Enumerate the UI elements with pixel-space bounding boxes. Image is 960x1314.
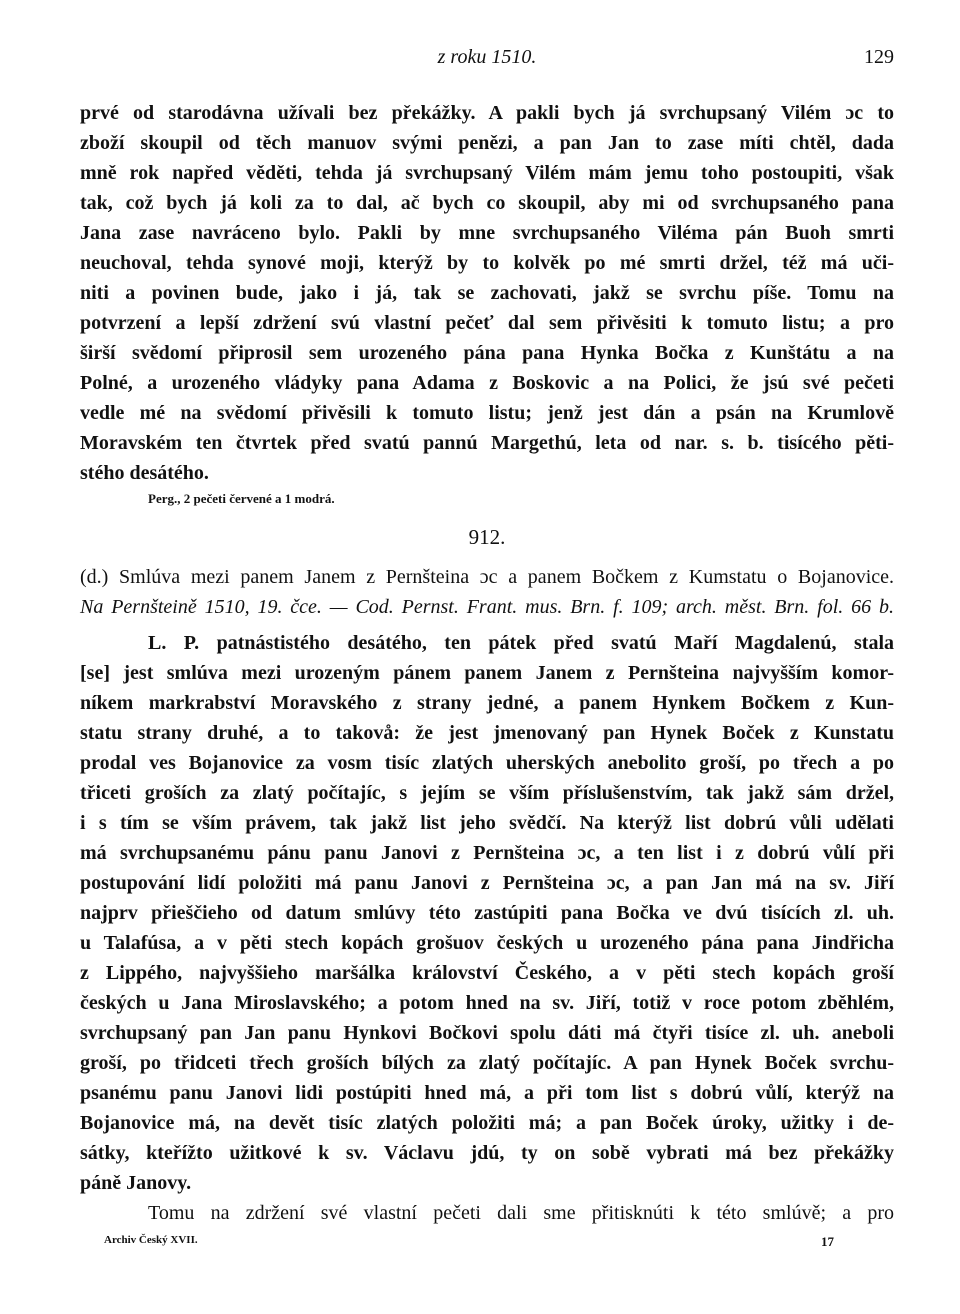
text-line: svrchupsaný pan Jan panu Hynkovi Bočkovi spolu dáti má čtyři tisíce zl. uh. aneboli — [80, 1022, 894, 1044]
text-line: [se] jest smlúva mezi urozeným pánem panem Janem z Pernšteina najvyšším komor- — [80, 662, 894, 684]
text-line: potvrzení a lepší zdržení svú vlastní pečeť dal sem přivěsiti k tomuto listu; a pro — [80, 312, 894, 334]
text-line: statu strany druhé, a to takovå: že jest jmenovaný pan Hynek Boček z Kunstatu — [80, 722, 894, 744]
text-line: má svrchupsanému pánu panu Janovi z Pernšteina ɔc, a ten list i z dobrú vůlí při — [80, 842, 894, 864]
running-title: z roku 1510. — [437, 46, 537, 68]
text-line: u Talafúsa, a v pěti stech kopách grošuov českých u urozeného pána pana Jindřicha — [80, 932, 894, 954]
text-line: třiceti groších za zlatý počítajíc, s jejím se vším příslušenstvím, tak jakž sám držel, — [80, 782, 894, 804]
sheet-number: 17 — [821, 1234, 834, 1249]
text-line: Moravském ten čtvrtek před svatú pannú Margethú, leta od nar. s. b. tisícého pěti- — [80, 432, 894, 454]
text-line: tak, což bych já koli za to dal, ač bych co skoupil, aby mi od svrchupsaného pana — [80, 192, 894, 214]
signature-mark: Archiv Český XVII. — [104, 1234, 198, 1246]
page-number: 129 — [864, 46, 894, 68]
text-line: vedle mé na svědomí přivěsili k tomuto listu; jenž jest dán a psán na Krumlově — [80, 402, 894, 424]
text-line: niti a povinen bude, jako i já, tak se zachovati, jakž se svrchu píše. Tomu na — [80, 282, 894, 304]
text-line: postupování lidí položiti má panu Janovi z Pernšteina ɔc, a pan Jan má na sv. Jiří — [80, 872, 894, 894]
text-line: z Lippého, najvyššieho maršálka království Českého, a v pěti stech kopách groší — [80, 962, 894, 984]
text-line: stého desátého. — [80, 462, 209, 484]
text-line: Polné, a urozeného vládyky pana Adama z Boskovic a na Polici, že jsú své pečeti — [80, 372, 894, 394]
text-line: Bojanovice má, na devět tisíc zlatých položiti má; a pan Boček úroky, užitky i de- — [80, 1112, 894, 1134]
text-line: i s tím se vším právem, tak jakž list jeho svědčí. Na kterýž list dobrú vůli udělati — [80, 812, 894, 834]
archival-note: Perg., 2 pečeti červené a 1 modrá. — [148, 491, 335, 506]
running-header — [80, 46, 894, 76]
text-line: páně Janovy. — [80, 1172, 192, 1194]
page-footer — [104, 1234, 834, 1256]
text-line: groší, po třidceti třech groších bílých za zlatý počítajíc. A pan Hynek Boček svrchu- — [80, 1052, 894, 1074]
regest-line: (d.) Smlúva mezi panem Janem z Pernšteina ɔc a panem Bočkem z Kumstatu o Bojanovice. — [80, 566, 894, 588]
text-line: Jana zase navráceno bylo. Pakli by mne svrchupsaného Viléma pán Buoh smrti — [80, 222, 894, 244]
text-line: mně rok napřed věděti, tehda já svrchupsaný Vilém mám jemu toho postoupiti, však — [80, 162, 894, 184]
document-number: 912. — [468, 525, 506, 549]
text-line: Tomu na zdržení své vlastní pečeti dali sme přitisknúti k této smlúvě; a pro — [148, 1202, 894, 1224]
text-line: prodal ves Bojanovice za vosm tisíc zlatých uherských anebolito groší, po třech a po — [80, 752, 894, 774]
text-line: najprv přieščieho od datum smlúvy této zastúpiti pana Bočka ve dvú tisících zl. uh. — [80, 902, 894, 924]
text-line: českých u Jana Miroslavského; a potom hned na sv. Jiří, totiž v roce potom zběhlém, — [80, 992, 894, 1014]
text-line: L. P. patnástistého desátého, ten pátek před svatú Maří Magdalenú, stala — [148, 632, 894, 654]
text-line: zboží skoupil od těch manuov svými penězi, a pan Jan to zase míti chtěl, dada — [80, 132, 894, 154]
text-line: prvé od starodávna užívali bez překážky. A pakli bych já svrchupsaný Vilém ɔc to — [80, 102, 894, 124]
text-line: neuchoval, tehda synové moji, kterýž by to kolvěk po mé smrti držel, též má uči- — [80, 252, 894, 274]
text-line: níkem markrabství Moravského z strany jedné, a panem Hynkem Bočkem z Kun- — [80, 692, 894, 714]
text-line: širší svědomí připrosil sem urozeného pána pana Hynka Bočka z Kunštátu a na — [80, 342, 894, 364]
text-line: psanému panu Janovi lidi postúpiti hned má, a při tom list s dobrú vůlí, kterýž na — [80, 1082, 894, 1104]
source-line: Na Pernšteině 1510, 19. čce. — Cod. Pernst. Frant. mus. Brn. f. 109; arch. měst. Brn. fol. 66 b. — [80, 596, 894, 618]
text-line: sátky, kteřížto užitkové k sv. Václavu jdú, ty on sobě vybrati má bez překážky — [80, 1142, 894, 1164]
